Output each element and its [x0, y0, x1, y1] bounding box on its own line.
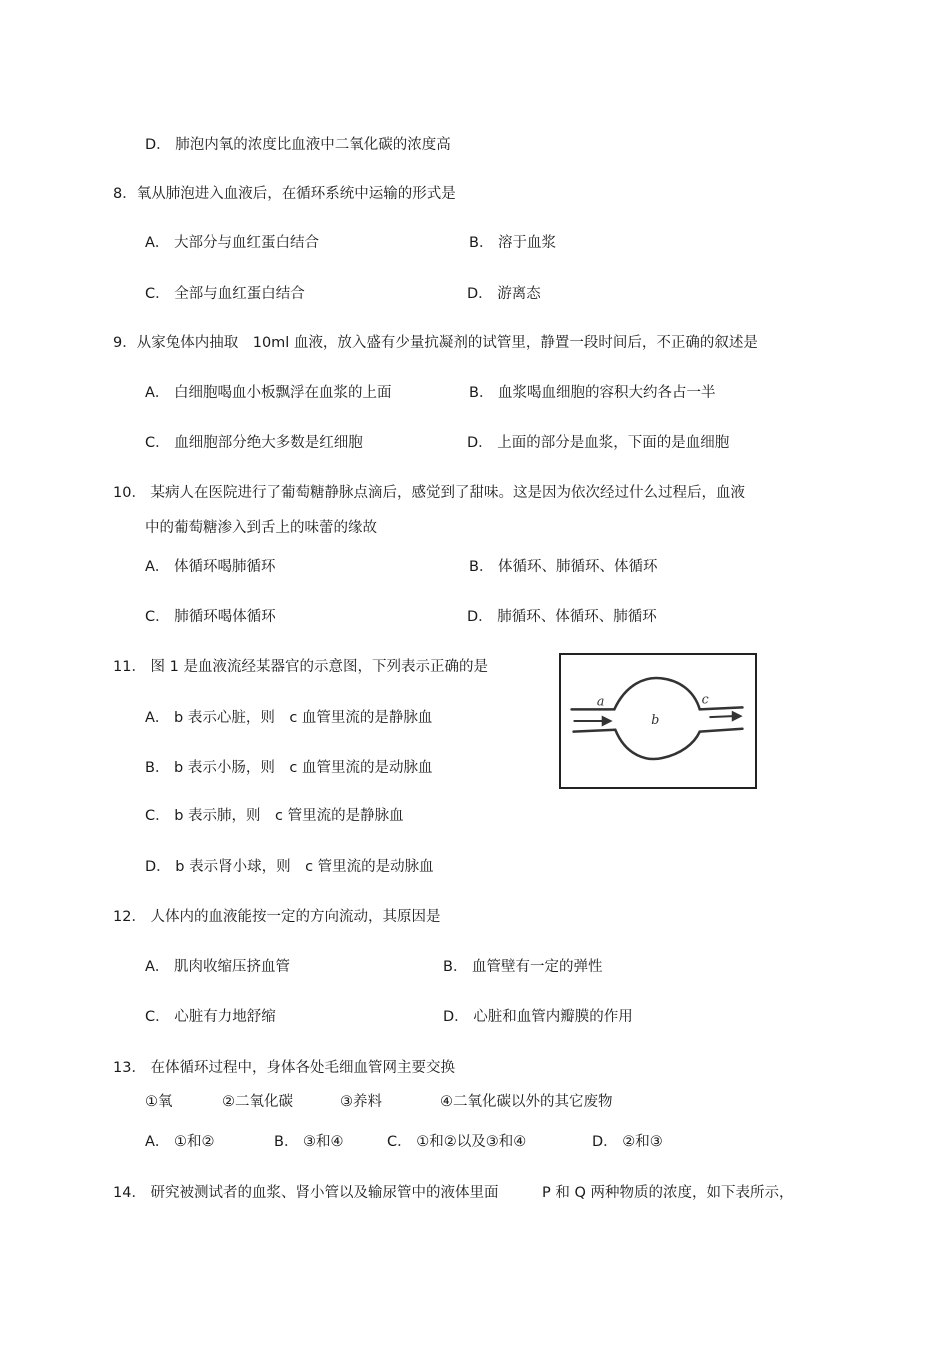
- q9-option-a: A． 白细胞喝血小板飘浮在血浆的上面: [145, 385, 392, 401]
- q9-stem: 9．从家兔体内抽取 10ml 血液，放入盛有少量抗凝剂的试管里，静置一段时间后，不正确的叙述是: [113, 335, 758, 351]
- q13-option-a: A． ①和②: [145, 1134, 215, 1150]
- q12-option-b: B． 血管壁有一定的弹性: [443, 959, 603, 975]
- q8-option-a: A． 大部分与血红蛋白结合: [145, 235, 320, 251]
- label-c: c: [701, 691, 709, 707]
- q10-stem-line2: 中的葡萄糖渗入到舌上的味蕾的缘故: [145, 520, 377, 536]
- q12-option-d: D． 心脏和血管内瓣膜的作用: [443, 1009, 633, 1025]
- q7-option-d: D． 肺泡内氧的浓度比血液中二氧化碳的浓度高: [145, 137, 451, 153]
- q13-item-3: ③养料: [340, 1094, 382, 1110]
- q12-option-c: C． 心脏有力地舒缩: [145, 1009, 276, 1025]
- q10-option-d: D． 肺循环、体循环、肺循环: [467, 609, 657, 625]
- q9-option-d: D． 上面的部分是血浆，下面的是血细胞: [467, 435, 730, 451]
- q13-item-2: ②二氧化碳: [222, 1094, 293, 1110]
- q10-option-c: C． 肺循环喝体循环: [145, 609, 276, 625]
- q11-option-c: C． b 表示肺，则 c 管里流的是静脉血: [145, 808, 404, 824]
- vessel-c-bottom: [700, 729, 743, 732]
- q8-option-c: C． 全部与血红蛋白结合: [145, 286, 305, 302]
- organ-b-top: [614, 678, 699, 709]
- q10-option-a: A． 体循环喝肺循环: [145, 559, 276, 575]
- q13-stem: 13． 在体循环过程中，身体各处毛细血管网主要交换: [113, 1060, 456, 1076]
- q8-option-d: D． 游离态: [467, 286, 541, 302]
- blood-flow-svg: [561, 655, 755, 787]
- outflow-arrow-icon: [709, 712, 740, 720]
- figure-blood-flow-diagram: [559, 653, 757, 789]
- vessel-c-top: [700, 707, 743, 709]
- q11-option-a: A． b 表示心脏，则 c 血管里流的是静脉血: [145, 710, 433, 726]
- q13-option-b: B． ③和④: [274, 1134, 344, 1150]
- q9-option-c: C． 血细胞部分绝大多数是红细胞: [145, 435, 363, 451]
- label-b: b: [651, 711, 660, 727]
- q8-option-b: B． 溶于血浆: [469, 235, 557, 251]
- q14-stem: 14． 研究被测试者的血浆、肾小管以及输尿管中的液体里面 P 和 Q 两种物质的浓度，如下表所示，: [113, 1185, 794, 1201]
- organ-b-bottom: [615, 730, 699, 759]
- q13-option-d: D． ②和③: [592, 1134, 663, 1150]
- q11-stem: 11． 图 1 是血液流经某器官的示意图，下列表示正确的是: [113, 659, 489, 675]
- label-a: a: [596, 693, 605, 709]
- q13-item-4: ④二氧化碳以外的其它废物: [440, 1094, 613, 1110]
- q13-option-c: C． ①和②以及③和④: [387, 1134, 527, 1150]
- q8-stem: 8．氧从肺泡进入血液后，在循环系统中运输的形式是: [113, 186, 456, 202]
- inflow-arrow-icon: [574, 717, 611, 725]
- q11-option-b: B． b 表示小肠，则 c 血管里流的是动脉血: [145, 760, 433, 776]
- q10-stem-line1: 10． 某病人在医院进行了葡萄糖静脉点滴后，感觉到了甜味。这是因为依次经过什么过程后，血液: [113, 485, 746, 501]
- q12-option-a: A． 肌肉收缩压挤血管: [145, 959, 291, 975]
- q12-stem: 12． 人体内的血液能按一定的方向流动，其原因是: [113, 909, 441, 925]
- q9-option-b: B． 血浆喝血细胞的容积大约各占一半: [469, 385, 716, 401]
- vessel-a-bottom: [574, 730, 616, 732]
- q11-option-d: D． b 表示肾小球，则 c 管里流的是动脉血: [145, 859, 434, 875]
- q13-item-1: ①氧: [145, 1094, 173, 1110]
- q10-option-b: B． 体循环、肺循环、体循环: [469, 559, 658, 575]
